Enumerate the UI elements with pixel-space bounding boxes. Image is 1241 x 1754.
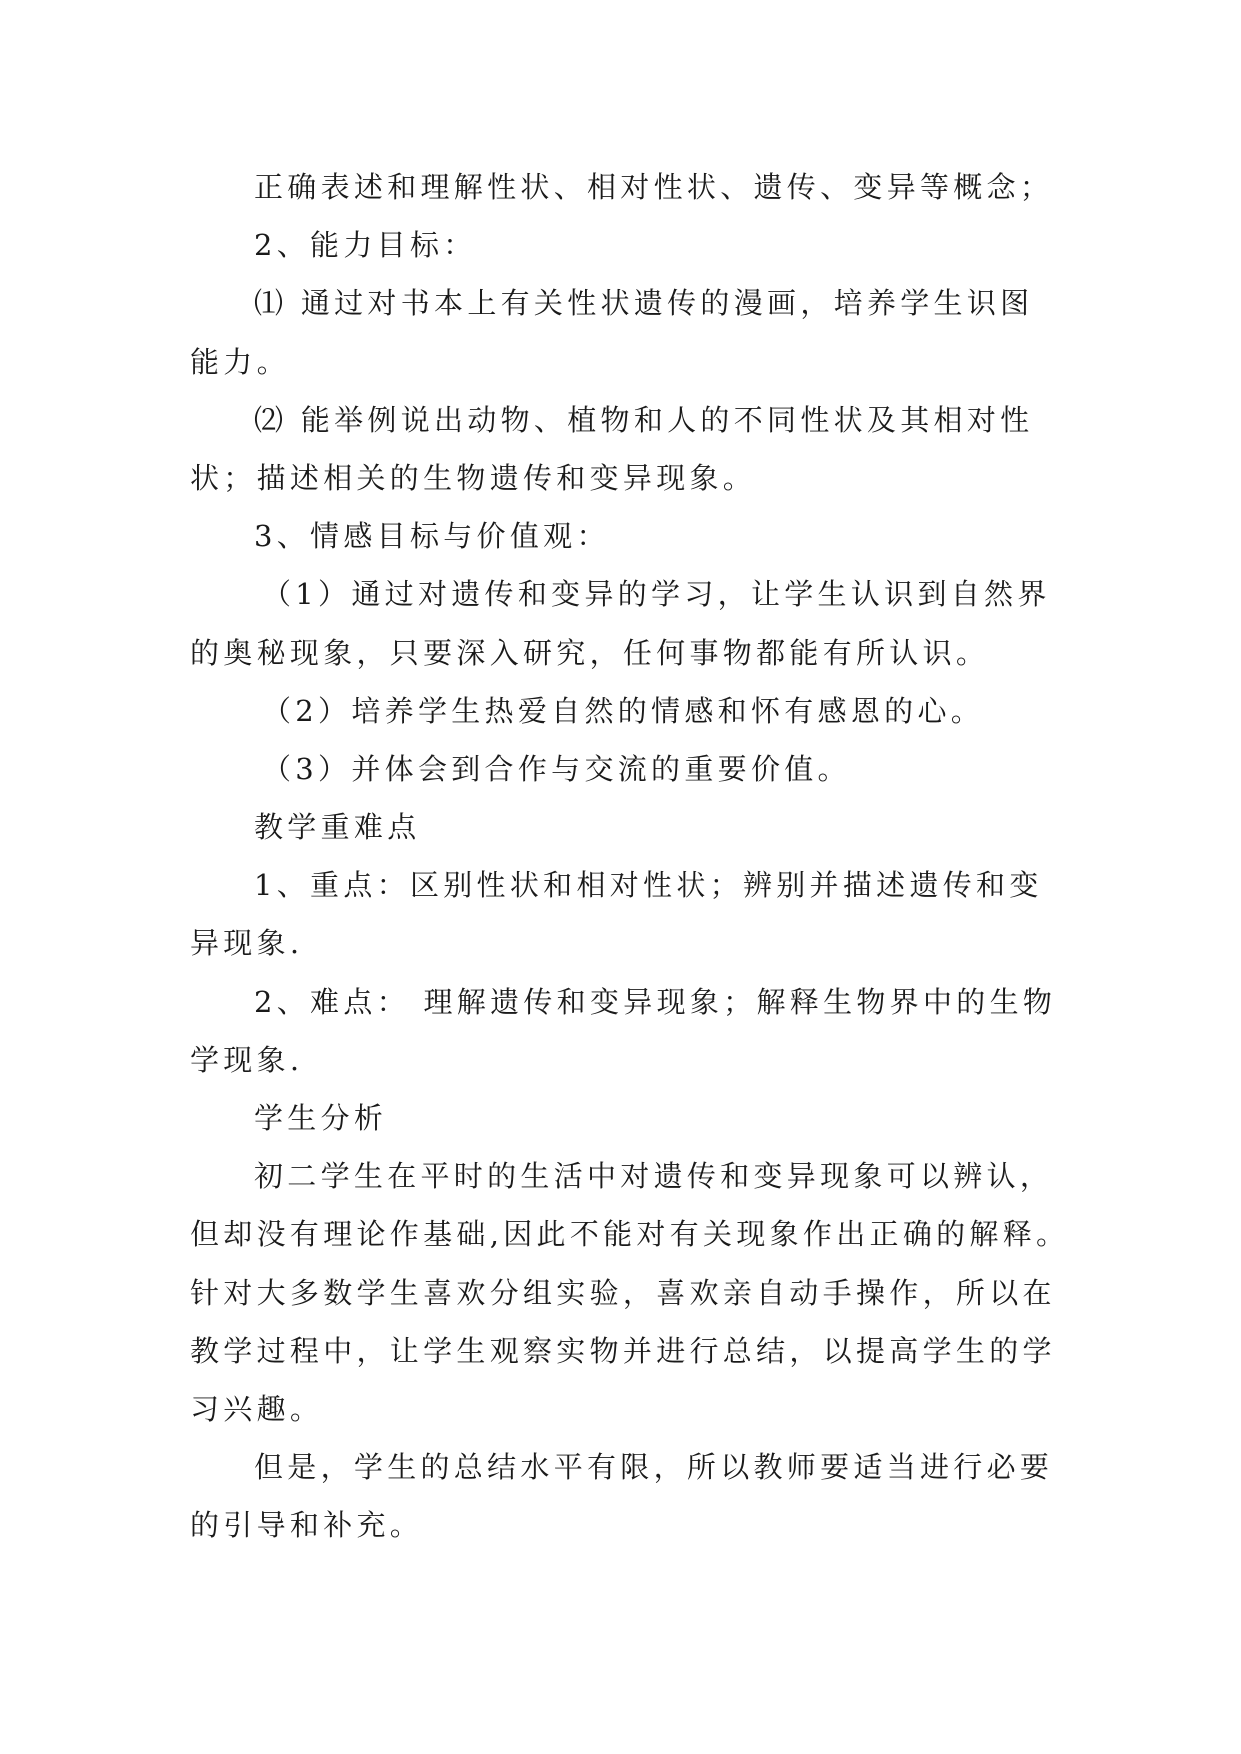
analysis-paragraph-1-line-4: 教学过程中，让学生观察实物并进行总结，以提高学生的学 [190,1333,1056,1368]
key-difficult-points-heading: 教学重难点 [254,810,421,845]
analysis-paragraph-2-line-2: 的引导和补充。 [190,1508,424,1543]
analysis-paragraph-1-line-3: 针对大多数学生喜欢分组实验，喜欢亲自动手操作，所以在 [190,1275,1056,1310]
ability-objective-heading: 2、能力目标： [254,228,477,263]
emotion-item-1-line-2: 的奥秘现象，只要深入研究，任何事物都能有所认识。 [190,635,990,670]
difficult-point-line-2: 学现象. [190,1042,304,1077]
emotion-item-1-line-1: （1）通过对遗传和变异的学习，让学生认识到自然界 [262,577,1051,612]
analysis-paragraph-1-line-2: 但却没有理论作基础,因此不能对有关现象作出正确的解释。 [190,1217,1070,1252]
objective-knowledge-line: 正确表述和理解性状、相对性状、遗传、变异等概念； [254,170,1054,204]
emotion-objective-heading: 3、情感目标与价值观： [254,519,610,554]
emotion-item-3: （3）并体会到合作与交流的重要价值。 [262,751,851,786]
document-body [190,158,1070,1555]
analysis-paragraph-2-line-1: 但是，学生的总结水平有限，所以教师要适当进行必要 [254,1450,1054,1485]
ability-item-2-line-1: ⑵ 能举例说出动物、植物和人的不同性状及其相对性 [254,402,1034,437]
emotion-item-2: （2）培养学生热爱自然的情感和怀有感恩的心。 [262,693,985,728]
student-analysis-heading: 学生分析 [254,1101,388,1135]
difficult-point-line-1: 2、难点： 理解遗传和变异现象；解释生物界中的生物 [254,984,1057,1019]
key-point-line-1: 1、重点：区别性状和相对性状；辨别并描述遗传和变 [254,868,1043,903]
analysis-paragraph-1-line-5: 习兴趣。 [190,1391,324,1426]
analysis-paragraph-1-line-1: 初二学生在平时的生活中对遗传和变异现象可以辨认， [254,1159,1054,1194]
ability-item-1-line-1: ⑴ 通过对书本上有关性状遗传的漫画，培养学生识图 [254,286,1034,321]
key-point-line-2: 异现象. [190,926,304,961]
ability-item-2-line-2: 状；描述相关的生物遗传和变异现象。 [190,460,757,495]
ability-item-1-line-2: 能力。 [190,344,290,379]
